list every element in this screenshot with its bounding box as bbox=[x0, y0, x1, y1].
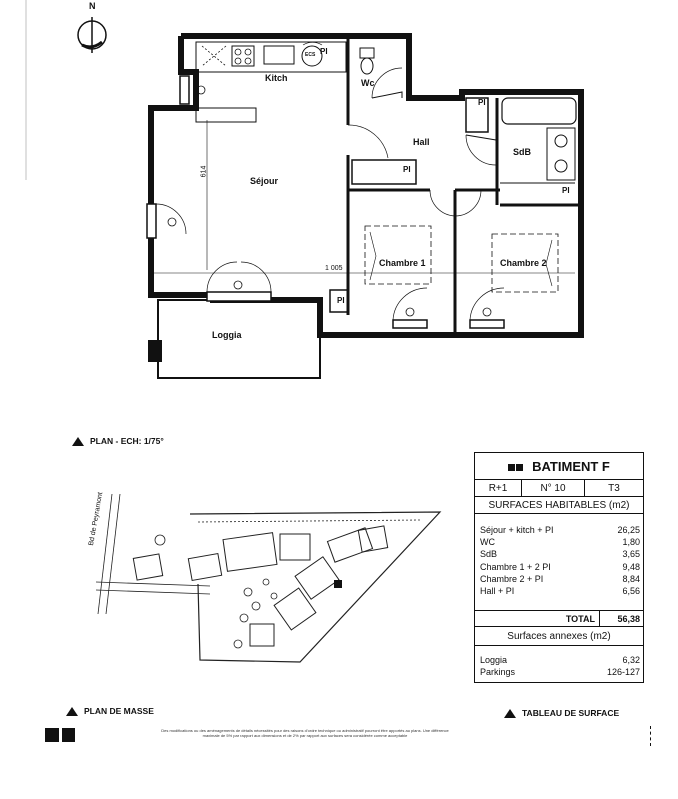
pi-label-kitchen: PI bbox=[320, 47, 328, 56]
table-caption: TABLEAU DE SURFACE bbox=[504, 708, 619, 718]
table-row: WC 1,80 bbox=[480, 537, 640, 548]
compass-icon bbox=[78, 17, 106, 53]
annex-header: Surfaces annexes (m2) bbox=[475, 627, 643, 646]
street-label: Bd de Peyramont bbox=[88, 491, 105, 547]
pi-label-entry: PI bbox=[337, 296, 345, 305]
table-row: Parkings 126-127 bbox=[480, 667, 640, 678]
table-row: Chambre 1 + 2 PI 9,48 bbox=[480, 561, 640, 572]
table-row: Loggia 6,32 bbox=[480, 655, 640, 665]
habitable-header: SURFACES HABITABLES (m2) bbox=[475, 497, 643, 514]
total-row bbox=[475, 610, 643, 627]
ecs-label: ECS bbox=[305, 52, 316, 58]
building-blocks bbox=[133, 526, 387, 646]
dim-vertical: 614 bbox=[200, 165, 208, 178]
unit-info-row bbox=[475, 480, 643, 497]
building-header bbox=[475, 453, 643, 480]
logo-icon bbox=[45, 728, 75, 742]
total-value: 56,38 bbox=[617, 613, 640, 624]
triangle-icon bbox=[66, 707, 78, 716]
building-name: BATIMENT F bbox=[532, 458, 610, 474]
site-plan-caption: PLAN DE MASSE bbox=[66, 706, 154, 716]
pi-label-sdb: PI bbox=[478, 98, 486, 107]
room-sejour: Séjour bbox=[250, 176, 279, 186]
table-row: Séjour + kitch + PI 26,25 bbox=[480, 525, 640, 535]
triangle-icon bbox=[504, 709, 516, 718]
table-row: Chambre 2 + PI 8,84 bbox=[480, 573, 640, 584]
room-hall: Hall bbox=[413, 137, 430, 147]
room-chambre1: Chambre 1 bbox=[379, 258, 426, 268]
room-wc: Wc bbox=[361, 78, 375, 88]
total-label: TOTAL bbox=[475, 611, 600, 626]
triangle-icon bbox=[72, 437, 84, 446]
level-cell: R+1 bbox=[475, 480, 522, 496]
right-margin-mark bbox=[650, 726, 652, 746]
outer-wall bbox=[181, 36, 581, 335]
room-chambre2: Chambre 2 bbox=[500, 258, 547, 268]
dim-horizontal: 1 005 bbox=[325, 265, 343, 272]
habitable-rows bbox=[475, 514, 643, 610]
table-row: SdB 3,65 bbox=[480, 549, 640, 560]
annex-rows bbox=[475, 646, 643, 682]
room-loggia: Loggia bbox=[212, 330, 242, 340]
compass-label: N bbox=[89, 1, 96, 11]
room-sdb: SdB bbox=[513, 147, 531, 157]
surface-table bbox=[474, 452, 644, 683]
pi-label-sdb2: PI bbox=[562, 186, 570, 195]
room-kitch: Kitch bbox=[265, 73, 288, 83]
site-plan bbox=[88, 491, 450, 669]
type-cell: T3 bbox=[608, 482, 620, 494]
pi-label-hall: PI bbox=[403, 165, 411, 174]
number-cell: N° 10 bbox=[522, 480, 585, 496]
building-logo-icon bbox=[508, 459, 524, 474]
footnote: Des modifications ou des aménagements de détails nécessités pour des raisons d'ordre technique ou administratif pourront être apportés au plans. Une différence maximale de 5% par rapport aux dimensions et de 2% par rapport aux surfaces sera considérée comme acceptable bbox=[161, 728, 449, 738]
table-row: Hall + PI 6,56 bbox=[480, 586, 640, 597]
plan-caption: PLAN - ECH: 1/75° bbox=[72, 436, 164, 446]
